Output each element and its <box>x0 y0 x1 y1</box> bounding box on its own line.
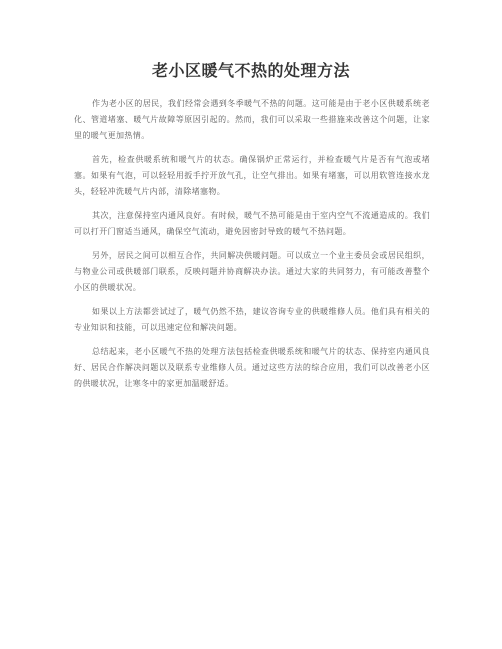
paragraph-professional-help: 如果以上方法都尝试过了，暖气仍然不热，建议咨询专业的供暖维修人员。他们具有相关的专业知识和技能，可以迅速定位和解决问题。 <box>74 307 430 332</box>
paragraph-summary: 总结起来，老小区暖气不热的处理方法包括检查供暖系统和暖气片的状态、保持室内通风良好、居民合作解决问题以及联系专业维修人员。通过这些方法的综合应用，我们可以改善老小区的供暖状况，让寒冬中的家更加温暖舒适。 <box>74 347 430 388</box>
paragraph-intro: 作为老小区的居民，我们经常会遇到冬季暖气不热的问题。这可能是由于老小区供暖系统老化、管道堵塞、暖气片故障等原因引起的。然而，我们可以采取一些措施来改善这个问题，让家里的暖气更加热情。 <box>74 99 430 140</box>
document-title: 老小区暖气不热的处理方法 <box>151 61 350 80</box>
document-body <box>74 96 430 400</box>
paragraph-cooperation: 另外，居民之间可以相互合作，共同解决供暖问题。可以成立一个业主委员会或居民组织，与物业公司或供暖部门联系，反映问题并协商解决办法。通过大家的共同努力，有可能改善整个小区的供暖状况。 <box>74 251 430 292</box>
paragraph-check-system: 首先，检查供暖系统和暖气片的状态。确保锅炉正常运行，并检查暖气片是否有气泡或堵塞。如果有气泡，可以轻轻用扳手拧开放气孔，让空气排出。如果有堵塞，可以用软管连接水龙头，轻轻冲洗暖气片内部，清除堵塞物。 <box>74 155 430 196</box>
paragraph-ventilation: 其次，注意保持室内通风良好。有时候，暖气不热可能是由于室内空气不流通造成的。我们可以打开门窗适当通风，确保空气流动，避免因密封导致的暖气不热问题。 <box>74 211 430 236</box>
